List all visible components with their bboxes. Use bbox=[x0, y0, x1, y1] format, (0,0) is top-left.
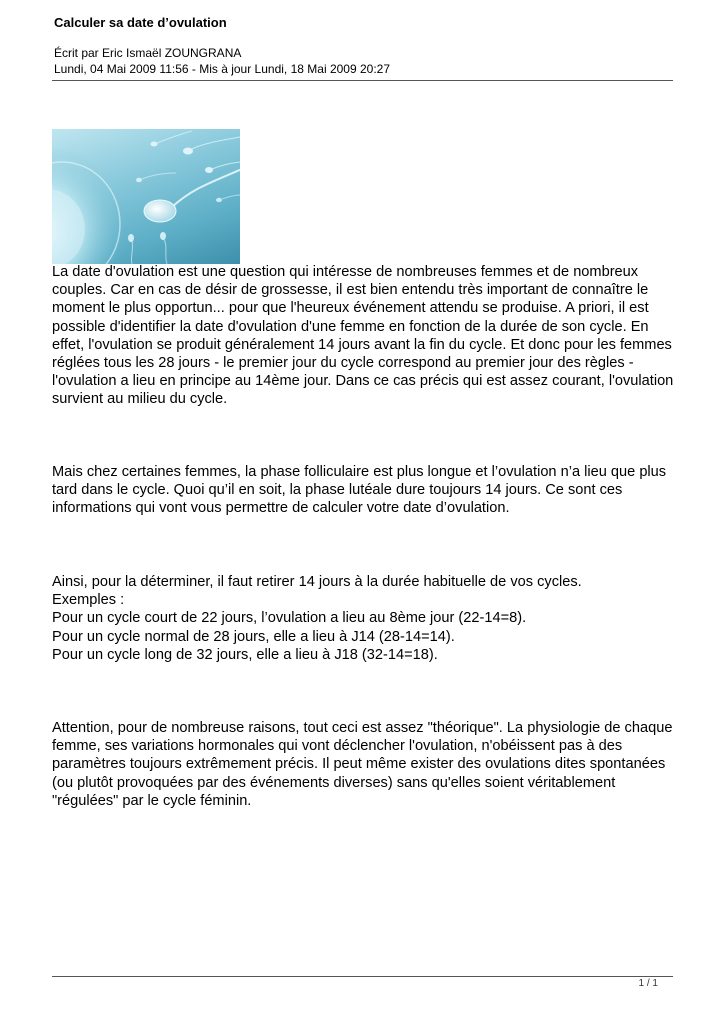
example-normal-cycle: Pour un cycle normal de 28 jours, elle a lieu à J14 (28-14=14). bbox=[52, 628, 455, 645]
date-line: Lundi, 04 Mai 2009 11:56 - Mis à jour Lundi, 18 Mai 2009 20:27 bbox=[54, 62, 390, 76]
examples-intro: Ainsi, pour la déterminer, il faut retirer 14 jours à la durée habituelle de vos cycles. bbox=[52, 574, 582, 590]
examples-block bbox=[52, 573, 677, 664]
paragraph-intro: La date d'ovulation est une question qui intéresse de nombreuses femmes et de nombreux couples. Car en cas de désir de grossesse, il est bien entendu très important de connaître le moment le plus opportun... pour que l'heureux événement attendu se produise. A priori, il est possible d'identifier la date d'ovulation d'une femme en fonction de la durée de son cycle. En effet, l'ovulation se produit généralement 14 jours avant la fin du cycle. Et donc pour les femmes réglées tous les 28 jours - le premier jour du cycle correspond au premier jour des règles - l'ovulation a lieu en principe au 14ème jour. Dans ce cas précis qui est assez courant, l'ovulation survient au milieu du cycle. bbox=[52, 264, 674, 408]
paragraph-closing: Attention, pour de nombreuse raisons, tout ceci est assez "théorique". La physiologie de chaque femme, ses variations hormonales qui vont déclencher l'ovulation, n'obéissent pas à des paramètres toujours extrêmement précis. Il peut même exister des ovulations dites spontanées (ou plutôt provoquées par des événements diverses) sans qu'elles soient véritablement "régulées" par le cycle féminin. bbox=[52, 720, 673, 809]
footer-divider bbox=[52, 976, 673, 977]
page-title: Calculer sa date d’ovulation bbox=[54, 15, 227, 30]
article-image bbox=[52, 129, 240, 264]
sperm-egg-illustration-icon bbox=[52, 129, 240, 264]
example-long-cycle: Pour un cycle long de 32 jours, elle a lieu à J18 (32-14=18). bbox=[52, 646, 438, 663]
author-line: Écrit par Eric Ismaël ZOUNGRANA bbox=[54, 46, 242, 60]
header-divider bbox=[52, 80, 673, 81]
example-short-cycle: Pour un cycle court de 22 jours, l’ovulation a lieu au 8ème jour (22-14=8). bbox=[52, 610, 527, 627]
page-number: 1 / 1 bbox=[638, 978, 658, 989]
paragraph-follicular: Mais chez certaines femmes, la phase folliculaire est plus longue et l’ovulation n’a lieu que plus tard dans le cycle. Quoi qu’il en soit, la phase lutéale dure toujours 14 jours. Ce sont ces informations qui vont vous permettre de calculer votre date d’ovulation. bbox=[52, 464, 667, 517]
examples-label: Exemples : bbox=[52, 592, 125, 609]
